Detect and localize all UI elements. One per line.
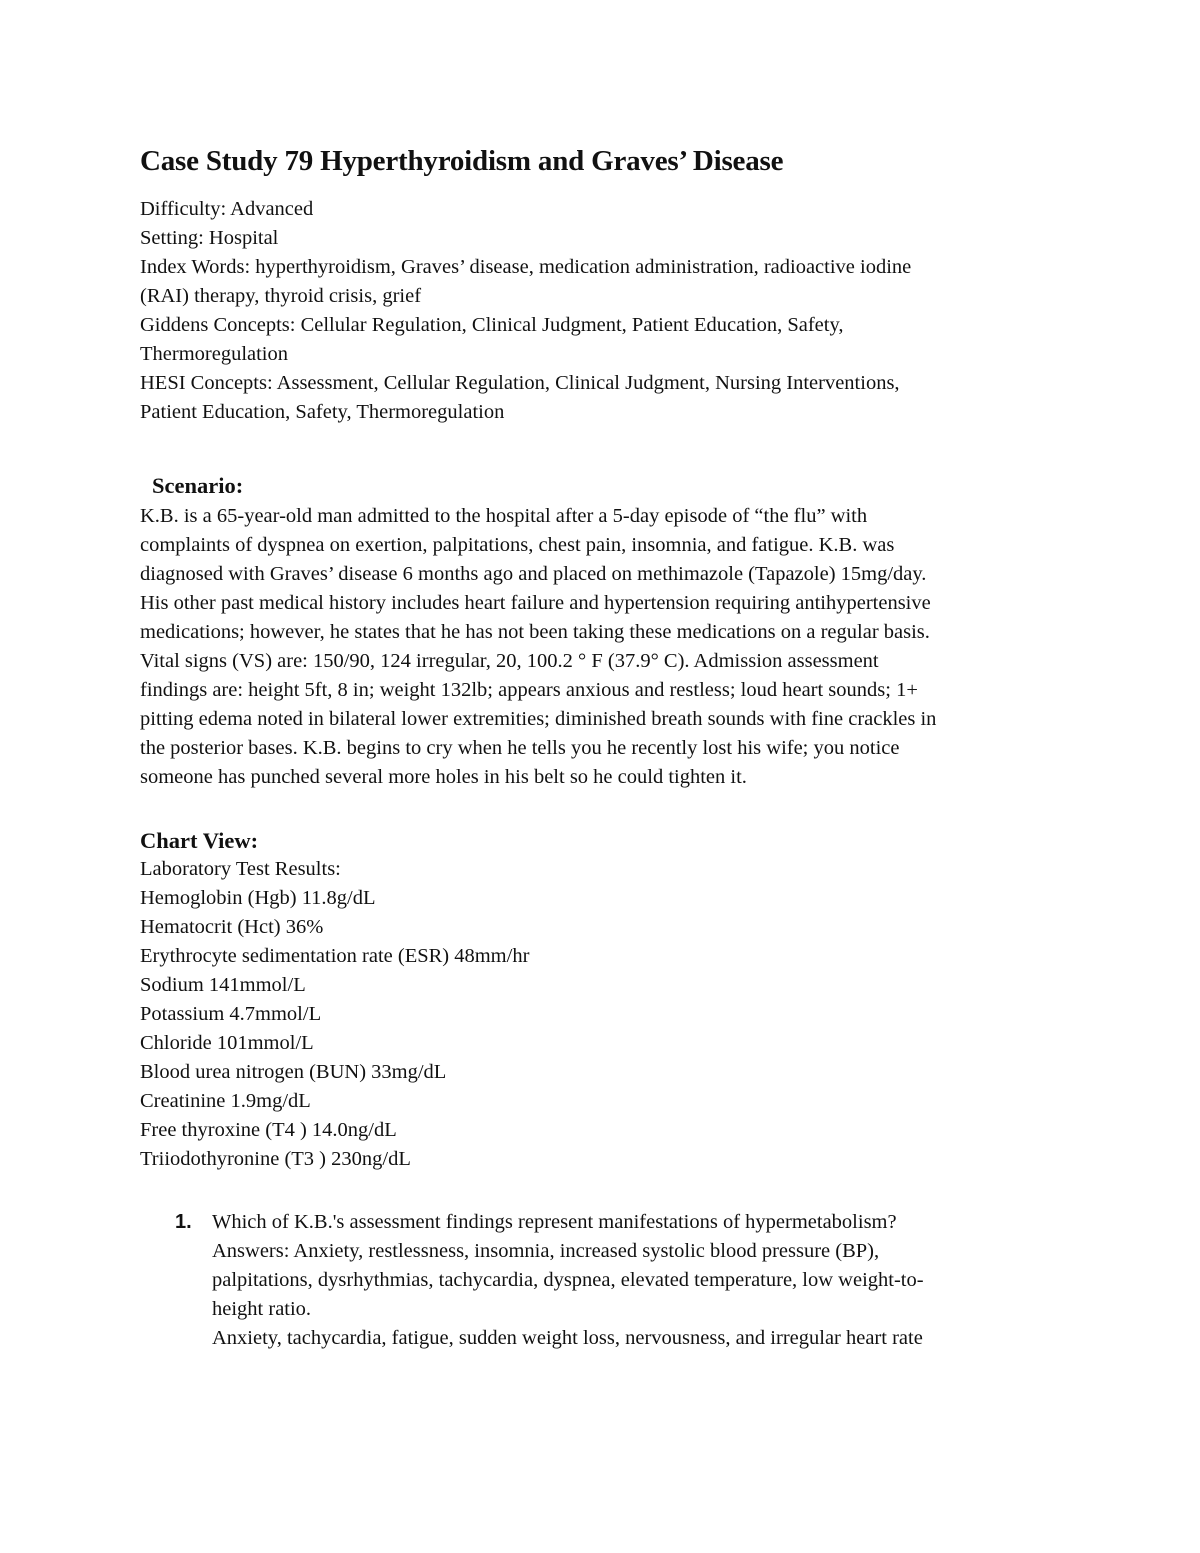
scenario-section	[140, 471, 1070, 792]
lab-result-item: Hemoglobin (Hgb) 11.8g/dL	[140, 887, 376, 909]
lab-result-item: Chloride 101mmol/L	[140, 1032, 314, 1054]
lab-result-item: Free thyroxine (T4 ) 14.0ng/dL	[140, 1119, 397, 1141]
document-page	[140, 142, 1070, 1353]
scenario-line: someone has punched several more holes in his belt so he could tighten it.	[140, 766, 747, 788]
answer-line: palpitations, dysrhythmias, tachycardia, dyspnea, elevated temperature, low weight-to-	[212, 1269, 924, 1291]
scenario-line: findings are: height 5ft, 8 in; weight 132lb; appears anxious and restless; loud heart sounds; 1+	[140, 679, 918, 701]
giddens-concepts-line-1: Giddens Concepts: Cellular Regulation, Clinical Judgment, Patient Education, Safety,	[140, 314, 844, 336]
lab-result-item: Potassium 4.7mmol/L	[140, 1003, 322, 1025]
lab-result-item: Erythrocyte sedimentation rate (ESR) 48mm/hr	[140, 945, 530, 967]
scenario-line: His other past medical history includes heart failure and hypertension requiring antihypertensive	[140, 592, 931, 614]
answer-line: height ratio.	[212, 1298, 312, 1320]
lab-result-item: Creatinine 1.9mg/dL	[140, 1090, 311, 1112]
scenario-heading: Scenario:	[152, 473, 244, 498]
scenario-line: the posterior bases. K.B. begins to cry when he tells you he recently lost his wife; you notice	[140, 737, 900, 759]
answer-line: Anxiety, tachycardia, fatigue, sudden weight loss, nervousness, and irregular heart rate	[212, 1327, 923, 1349]
chart-view-heading: Chart View:	[140, 828, 259, 853]
question-text: Which of K.B.'s assessment findings represent manifestations of hypermetabolism?	[212, 1211, 897, 1233]
lab-result-item: Hematocrit (Hct) 36%	[140, 916, 324, 938]
index-words-line-1: Index Words: hyperthyroidism, Graves’ disease, medication administration, radioactive iodine	[140, 256, 912, 278]
lab-results-title: Laboratory Test Results:	[140, 858, 341, 880]
scenario-line: medications; however, he states that he has not been taking these medications on a regular basis.	[140, 621, 930, 643]
index-words-line-2: (RAI) therapy, thyroid crisis, grief	[140, 285, 422, 307]
scenario-line: Vital signs (VS) are: 150/90, 124 irregular, 20, 100.2 ° F (37.9° C). Admission assessment	[140, 650, 879, 672]
question-number: 1.	[175, 1211, 192, 1233]
hesi-concepts-line-2: Patient Education, Safety, Thermoregulation	[140, 401, 505, 423]
lab-result-item: Triiodothyronine (T3 ) 230ng/dL	[140, 1148, 411, 1170]
setting-line: Setting: Hospital	[140, 227, 279, 249]
scenario-line: pitting edema noted in bilateral lower extremities; diminished breath sounds with fine crackles in	[140, 708, 937, 730]
hesi-concepts-line-1: HESI Concepts: Assessment, Cellular Regulation, Clinical Judgment, Nursing Interventions,	[140, 372, 900, 394]
lab-result-item: Sodium 141mmol/L	[140, 974, 306, 996]
scenario-line: K.B. is a 65-year-old man admitted to the hospital after a 5-day episode of “the flu” with	[140, 505, 868, 527]
scenario-line: complaints of dyspnea on exertion, palpitations, chest pain, insomnia, and fatigue. K.B. was	[140, 534, 895, 556]
difficulty-line: Difficulty: Advanced	[140, 198, 314, 220]
answer-line: Answers: Anxiety, restlessness, insomnia, increased systolic blood pressure (BP),	[212, 1240, 880, 1262]
document-title: Case Study 79 Hyperthyroidism and Graves’ Disease	[140, 145, 784, 177]
chart-view-section	[140, 826, 1070, 1174]
scenario-line: diagnosed with Graves’ disease 6 months ago and placed on methimazole (Tapazole) 15mg/day.	[140, 563, 927, 585]
lab-result-item: Blood urea nitrogen (BUN) 33mg/dL	[140, 1061, 447, 1083]
case-metadata	[140, 195, 1070, 427]
giddens-concepts-line-2: Thermoregulation	[140, 343, 289, 365]
scenario-paragraph	[140, 502, 1065, 792]
question-item	[175, 1208, 1072, 1353]
